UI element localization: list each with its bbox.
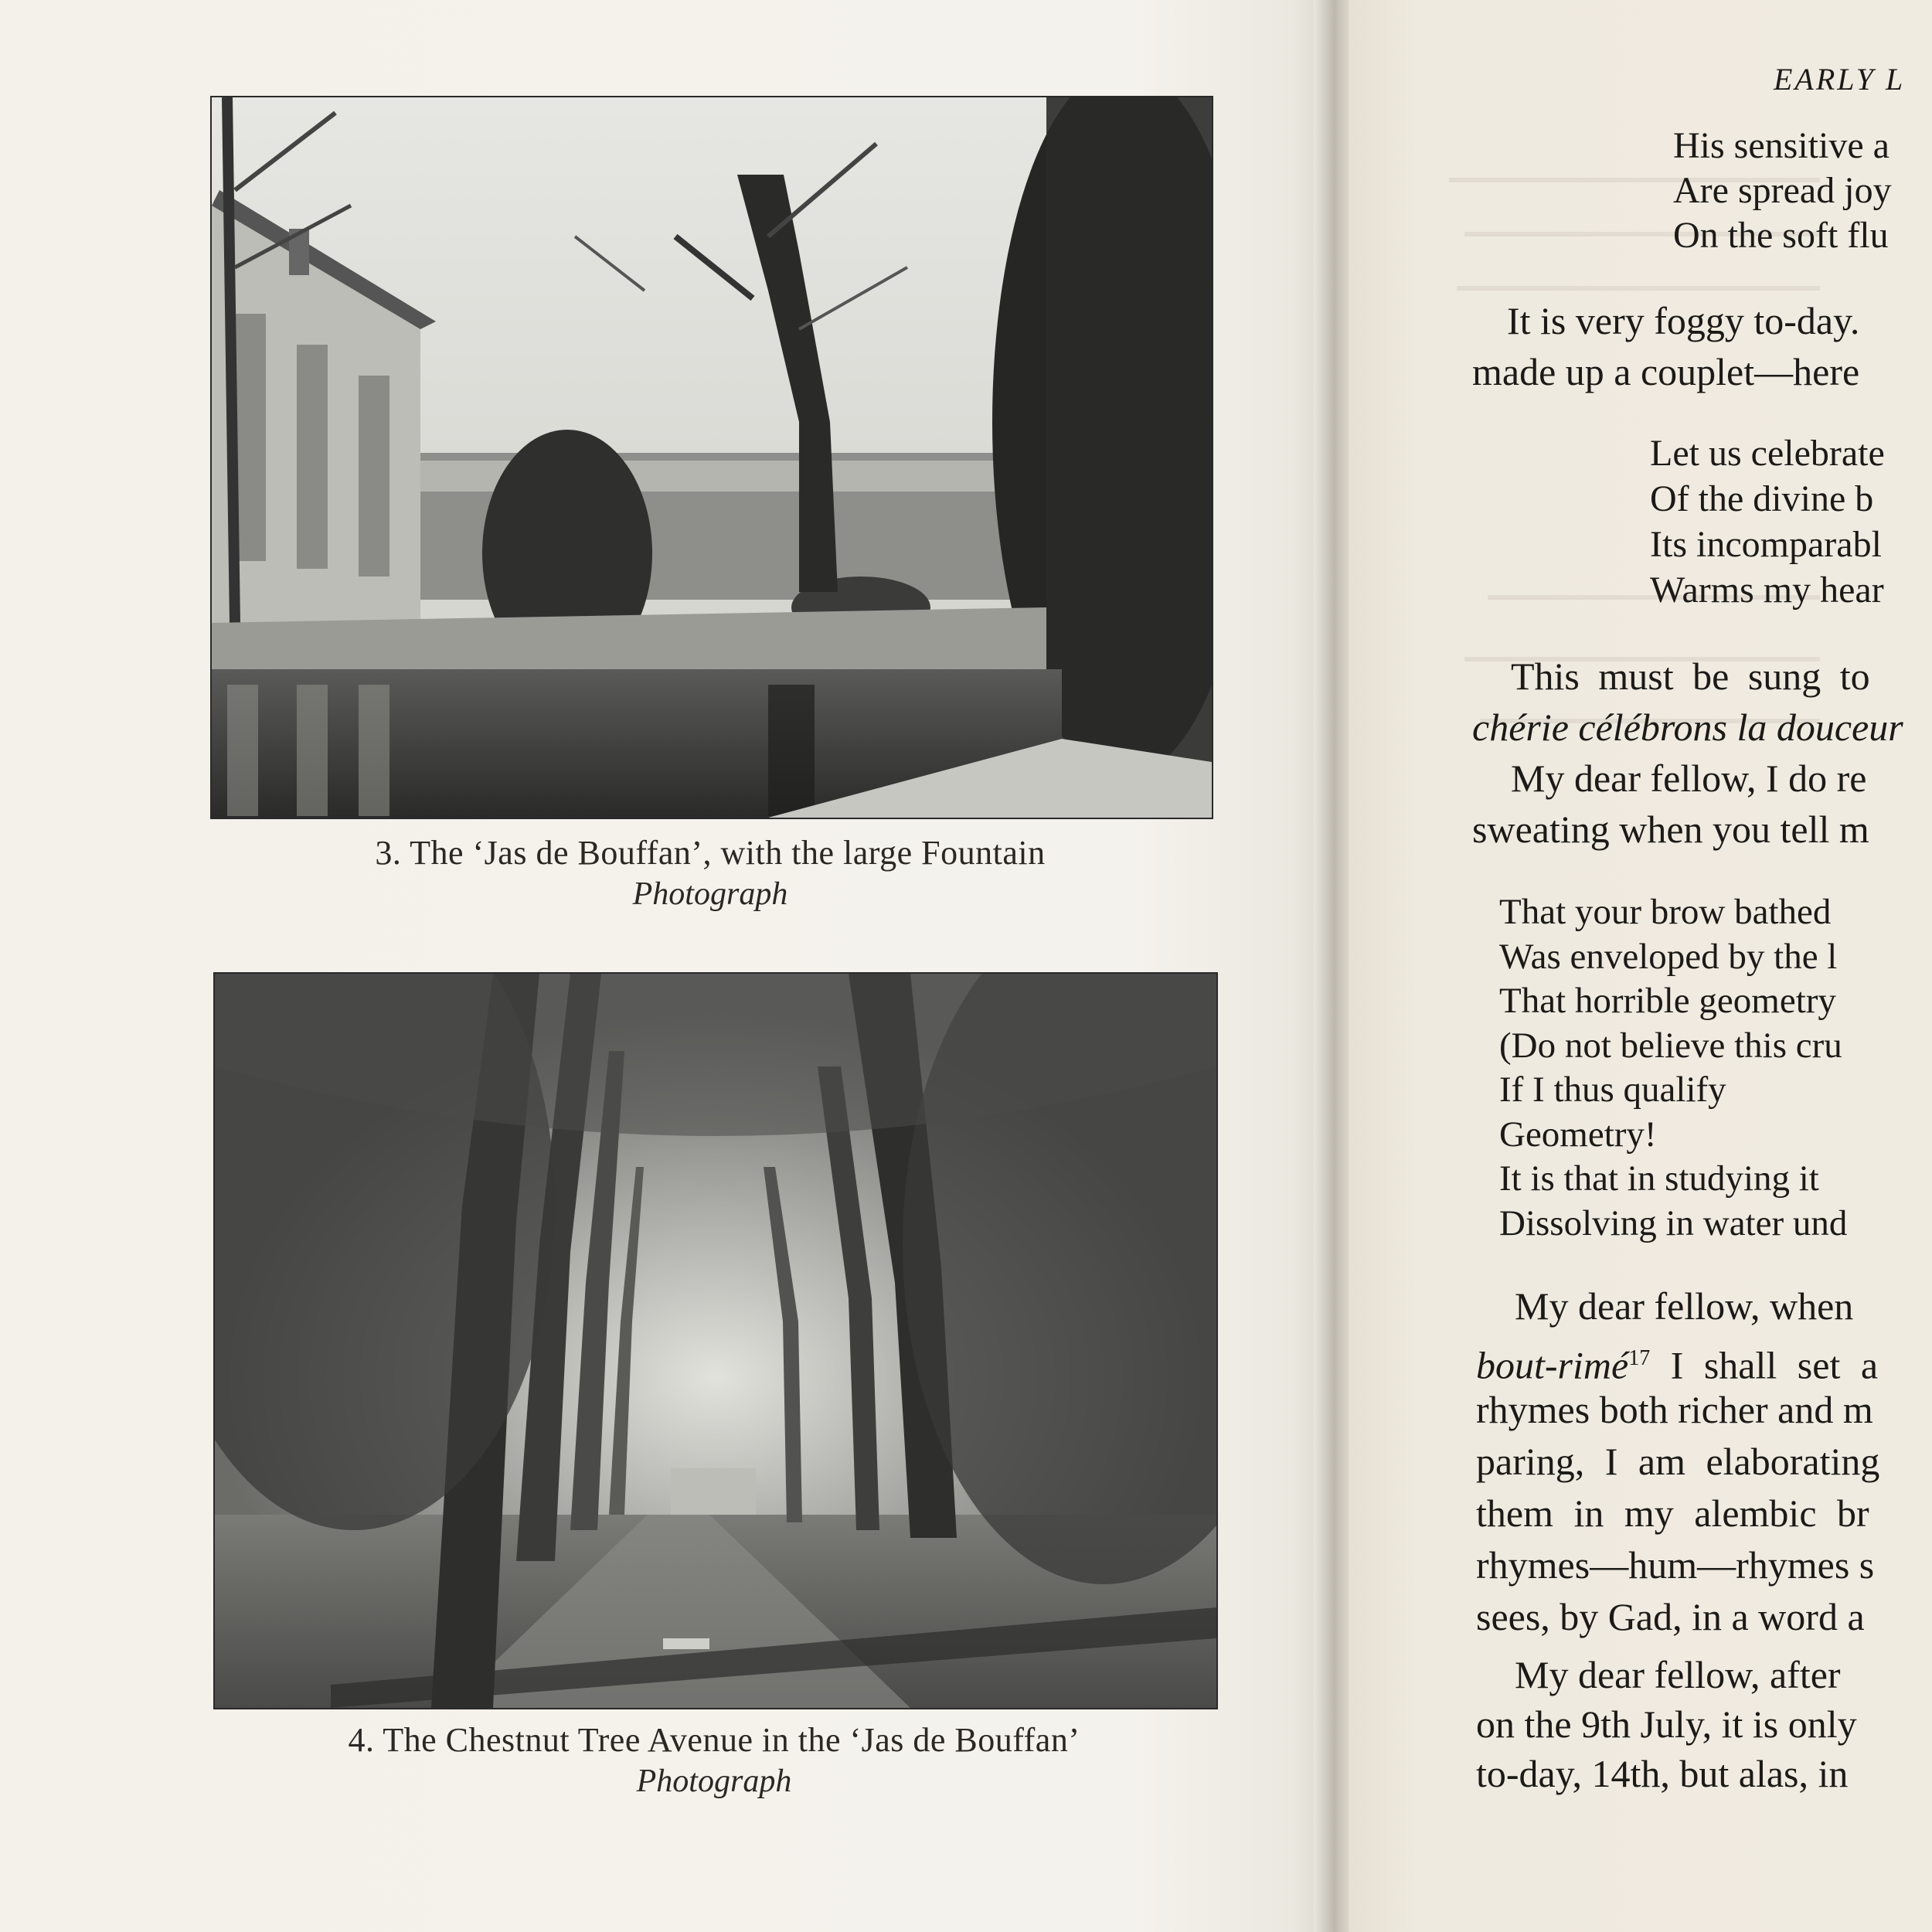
paragraph-2 [1472, 651, 1932, 855]
running-head: EARLY L [1774, 62, 1906, 97]
paragraph-3-line-3: rhymes both richer and m [1476, 1388, 1873, 1431]
paragraph-4-line-2: on the 9th July, it is only [1476, 1702, 1857, 1746]
paragraph-2-line-4: sweating when you tell m [1472, 808, 1869, 851]
paragraph-2-line-1: This must be sung to [1511, 655, 1870, 698]
poem-3-line-1: That your brow bathed [1499, 892, 1832, 932]
poem-3-line-4: (Do not believe this cru [1499, 1025, 1842, 1066]
poem-1-line-1: His sensitive a [1673, 125, 1889, 166]
figure-4-caption-text: The Chestnut Tree Avenue in the ‘Jas de Bouffan’ [383, 1721, 1080, 1759]
paragraph-3-line-5: them in my alembic br [1476, 1492, 1869, 1535]
figure-3-caption-text: The ‘Jas de Bouffan’, with the large Fountain [410, 834, 1046, 872]
figure-3-photo [210, 96, 1213, 819]
footnote-ref-17: 17 [1628, 1346, 1651, 1370]
paragraph-1-line-2: made up a couplet—here [1472, 350, 1860, 393]
poem-3-line-6: Geometry! [1499, 1114, 1657, 1155]
right-page [1349, 0, 1932, 1932]
poem-1 [1673, 124, 1932, 258]
paragraph-3-line-2-rest: I shall set a [1650, 1343, 1879, 1387]
poem-2-line-1: Let us celebrate [1650, 433, 1885, 474]
poem-3 [1499, 890, 1932, 1246]
paragraph-3 [1476, 1281, 1932, 1643]
poem-3-line-7: It is that in studying it [1499, 1158, 1819, 1199]
figure-4-source: Photograph [636, 1764, 792, 1799]
poem-2-line-2: Of the divine b [1650, 478, 1874, 519]
poem-3-line-5: If I thus qualify [1499, 1070, 1726, 1110]
poem-2-line-3: Its incomparabl [1650, 524, 1882, 565]
paragraph-3-line-1: My dear fellow, when [1515, 1284, 1854, 1328]
figure-3-source: Photograph [632, 876, 788, 912]
paragraph-4-line-3: to-day, 14th, but alas, in [1476, 1752, 1849, 1795]
paragraph-1-line-1: It is very foggy to-day. [1507, 299, 1860, 342]
poem-3-line-3: That horrible geometry [1499, 981, 1836, 1021]
poem-2-line-4: Warms my hear [1650, 570, 1884, 611]
paragraph-2-line-3: My dear fellow, I do re [1511, 757, 1867, 800]
poem-1-line-2: Are spread joy [1673, 170, 1892, 211]
paragraph-4 [1476, 1650, 1932, 1798]
poem-3-line-2: Was enveloped by the l [1499, 936, 1838, 977]
figure-4-title [213, 1720, 1215, 1760]
house-with-fountain-image [212, 97, 1212, 818]
poem-3-line-8: Dissolving in water und [1499, 1202, 1848, 1243]
chestnut-avenue-image [215, 974, 1216, 1708]
paragraph-2-line-2: chérie célébrons la douceur [1472, 706, 1903, 749]
paragraph-1 [1472, 295, 1932, 397]
figure-3-title [210, 833, 1210, 872]
paragraph-3-line-4: paring, I am elaborating [1476, 1440, 1880, 1483]
paragraph-3-line-2 [1476, 1332, 1932, 1387]
figure-3-caption [210, 833, 1210, 913]
paragraph-4-line-1: My dear fellow, after [1515, 1653, 1841, 1696]
bout-rime-term: bout-rimé [1476, 1343, 1629, 1387]
figure-4-caption [213, 1720, 1215, 1800]
paragraph-3-line-7: sees, by Gad, in a word a [1476, 1595, 1865, 1638]
poem-2 [1650, 430, 1932, 613]
figure-4-number: 4. [348, 1721, 375, 1759]
poem-1-line-3: On the soft flu [1673, 215, 1889, 256]
figure-3-number: 3. [375, 834, 402, 872]
figure-4-photo [213, 972, 1218, 1709]
paragraph-3-line-6: rhymes—hum—rhymes s [1476, 1543, 1875, 1587]
